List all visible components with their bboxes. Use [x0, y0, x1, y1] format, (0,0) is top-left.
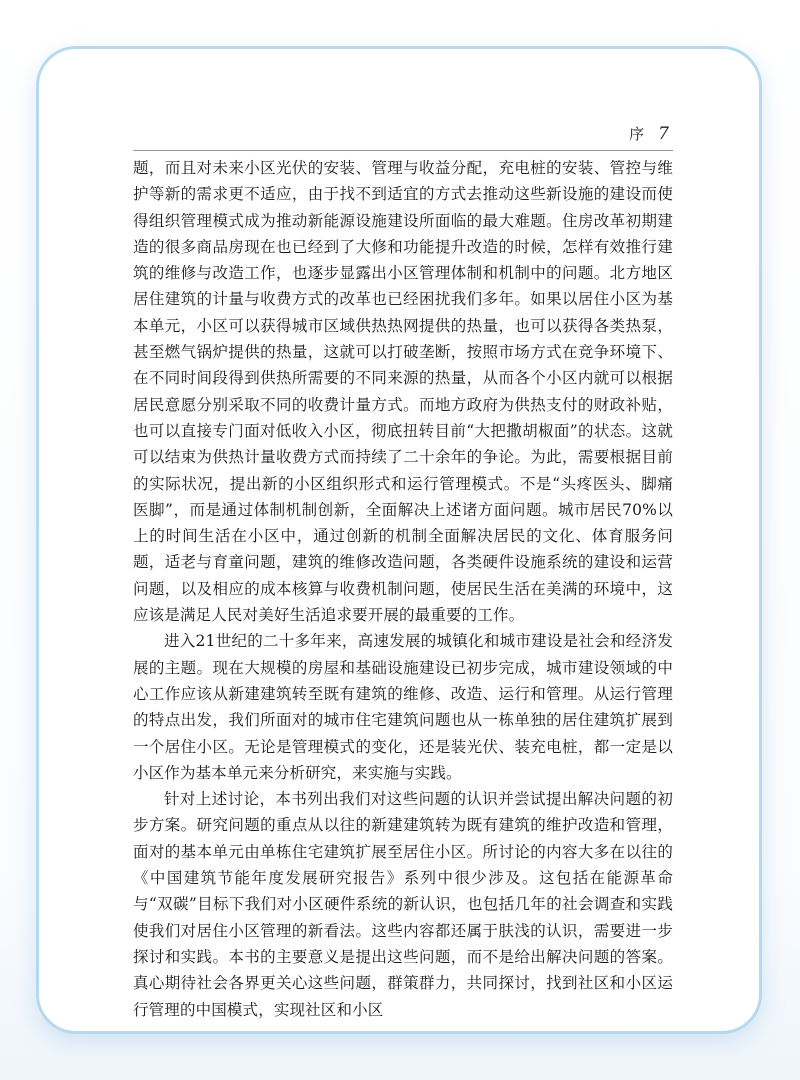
paragraph: 针对上述讨论，本书列出我们对这些问题的认识并尝试提出解决问题的初步方案。研究问题的重点从以往的新建建筑转为既有建筑的维护改造和管理，面对的基本单元由单栋住宅建筑扩展至居住小区。所讨论的内容大多在以往的《中国建筑节能年度发展研究报告》系列中很少涉及。这包括在能源革命与“双碳”目标下我们对小区硬件系统的新认识，也包括几年的社会调查和实践使我们对居住小区管理的新看法。这些内容都还属于肤浅的认识，需要进一步探讨和实践。本书的主要意义是提出这些问题，而不是给出解决问题的答案。真心期待社会各界更关心这些问题，群策群力，共同探讨，找到社区和小区运行管理的中国模式，实现社区和小区	[133, 790, 673, 1019]
paragraph: 进入21世纪的二十多年来，高速发展的城镇化和城市建设是社会和经济发展的主题。现在大规模的房屋和基础设施建设已初步完成，城市建设领域的中心工作应该从新建建筑转至既有建筑的维修、改造、运行和管理。从运行管理的特点出发，我们所面对的城市住宅建筑问题也从一栋单独的居住建筑扩展到一个居住小区。无论是管理模式的变化，还是装光伏、装充电桩，都一定是以小区作为基本单元来分析研究，来实施与实践。	[133, 632, 673, 782]
body-text	[133, 155, 673, 1023]
book-page	[133, 120, 673, 1023]
page-number: 7	[658, 124, 669, 144]
paragraph-continuation: 题，而且对未来小区光伏的安装、管理与收益分配，充电桩的安装、管控与维护等新的需求更不适应，由于找不到适宜的方式去推动这些新设施的建设而使得组织管理模式成为推动新能源设施建设所面临的最大难题。住房改革初期建造的很多商品房现在也已经到了大修和功能提升改造的时候，怎样有效推行建筑的维修与改造工作，也逐步显露出小区管理体制和机制中的问题。北方地区居住建筑的计量与收费方式的改革也已经困扰我们多年。如果以居住小区为基本单元，小区可以获得城市区域供热热网提供的热量，也可以获得各类热泵，甚至燃气锅炉提供的热量，这就可以打破垄断，按照市场方式在竞争环境下、在不同时间段得到供热所需要的不同来源的热量，从而各个小区内就可以根据居民意愿分别采取不同的收费计量方式。而地方政府为供热支付的财政补贴，也可以直接专门面对低收入小区，彻底扭转目前“大把撒胡椒面”的状态。这就可以结束为供热计量收费方式而持续了二十余年的争论。为此，需要根据目前的实际状况，提出新的小区组织形式和运行管理模式。不是“头疼医头、脚痛医脚”，而是通过体制机制创新，全面解决上述诸方面问题。城市居民70%以上的时间生活在小区中，通过创新的机制全面解决居民的文化、体育服务问题，适老与育童问题，建筑的维修改造问题，各类硬件设施系统的建设和运营问题，以及相应的成本核算与收费机制问题，使居民生活在美满的环境中，这应该是满足人民对美好生活追求要开展的最重要的工作。	[133, 159, 673, 625]
running-head	[133, 120, 673, 151]
running-head-title: 序	[629, 125, 647, 143]
